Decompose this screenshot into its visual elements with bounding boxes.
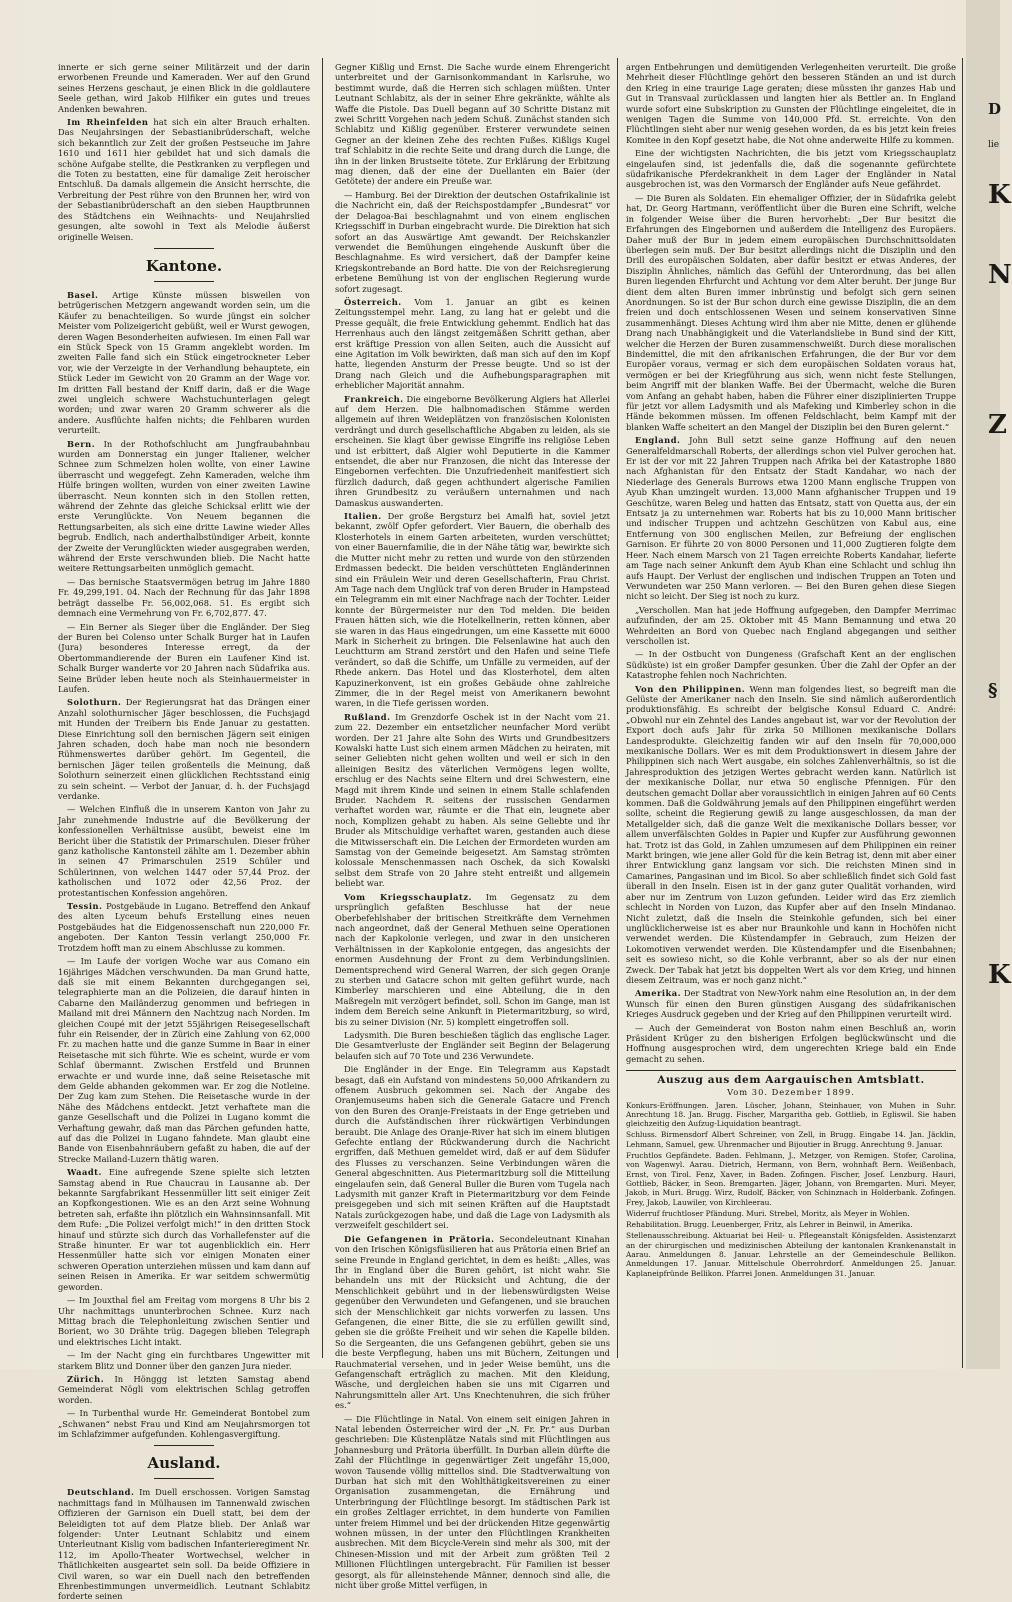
amtsblatt-entry: Widerruf fruchtloser Pfändung. Muri. Strebel, Moritz, als Meyer in Wohlen. bbox=[626, 1208, 910, 1218]
article-text: John Bull setzt seine ganze Hoffnung auf den neuen Generalfeldmarschall Roberts, der allerdings schon viel Pulver gerochen hat. Er ist der vor mit 22 Jahren Truppen nach Afrika bei der Katastrophe 1880 nach Afghanistan für den Entsatz der Stadt Kandahar, wo nach der Niederlage des Generals Burrows etwa 1200 Mann englische Truppen von Ayub Khan umzingelt wurden. 13,000 Mann afghanischer Truppen und 19 Geschütze, waren Beleg und hatten das Entsatz, statt von Quetta aus, der ein Entsatz ja zu unternehmen war. Roberts hat bis zu 10,000 Mann britischer und indischer Truppen und achtzehn Geschützen von Kabul aus, eine Entfernung von 300 englischen Meilen, zur Befreiung der englischen Garnison. Er führte 20 von 8000 Personen und 11,000 Zugtieren folgte dem Heer. Nach einem Marsch von 21 Tagen erreichte Roberts Kandahar, lieferte am Tage nach seiner Ankunft dem Ayub Khan eine Schlacht und schlug ihn aufs Haupt. Der Verlust der englischen und indischen Truppen an Toten und Verwundeten war 250 Mann verloren. — Bei den Buren gehen diese Siegen nicht so leicht. Der Sieg ist noch zu kurz. bbox=[626, 435, 957, 602]
article-text: — Im Laufe der vorigen Woche war aus Comano ein 16jähriges Mädchen verschwunden. Da man Grund hatte, daß sie mit einem Bekannten durchgegangen sei, telegraphierte man an die Polizeien, die darauf hinten in Cabarne den Mailänderzug genommen und befriegen in Mailand mit drei Männern den Nachtzug nach Norden. Im gleichen Coupé mit der jetzt 55jährigen Reisegesellschaft fuhr ein Reisender, der in Zürich eine Zahlung von 62,000 Fr. zu machen hatte und die ganze Summe in Baar in einer Reisetasche mit sich führte. Wie es scheint, wurde er vom Schlaf übermannt. Zwischen Erstfeld und Brunnen erwachte er und wurde inne, daß seine Reisetasche mit dem Gelde abhanden gekommen war. Er zog die Notleine. Der Zug kam zum Stehen. Die Reisetasche wurde in der Nähe des Mädchens entdeckt. Jetzt verhaftete man die ganze Gesellschaft und die Polizei in Lugano kommt die Verhaftung gewahr, daß man das Pärchen gefunden hatte, auf das die Polizei in Lugano fahndete. Man glaubt eine Bande von Eisenbahnräubern gefaßt zu haben, die auf der Strecke Mailand-Luzern thätig waren. bbox=[58, 956, 310, 1164]
article-gefangene bbox=[335, 1234, 610, 1411]
article-text: — Die Buren als Soldaten. Ein ehemaliger Offizier, der in Südafrika gelebt hat, Dr. Georg Hartmann, veröffentlicht über die Buren eine Schrift, welche in folgender Weise über die Buren hervorhebt: „Der Bur besitzt die Erfahrungen des Eingebornen und außerdem die Intelligenz des Europäers. Daher muß der Bur in jedem einem europäischen Durchschnittsoldaten überlegen sein muß. Der Bur besitzt allerdings nicht die Disziplin und den Drill des europäischen Soldaten, aber dafür besitzt er etwas Anderes, der Disziplin Ähnliches, nämlich das Gefühl der Unterordnung, das bei allen Buren liegenden Ehrfurcht und Achtung vor dem Alter beruht. Der junge Bur dient dem alten Buren immer inbrünstig und befolgt sich gern seinen Anordnungen. So ist der Bur schon durch eine gewisse Disziplin, die an dem freien und doch entschlossenen Wesen und seinem konservativen Sinne zusammenhängt. Dieses Achtung wird ihm aber nie Mitte, denen er glühende Drang nach Unabhängigkeit und die Vaterlandsliebe in Bund sind der Kitt, welcher die Herzen der Buren zusammenschweißt. Durch diese moralischen Bindemittel, die mit den afrikanischen Erfahrungen, die der Bur vor dem Europäer voraus, vermag er sich dem europäischen Soldaten voraus hat, vermögen er bei der Kriegführung aus sich, wenn nicht feste Stellungen, beim Angriff mit der blanken Waffe. Bei der Übermacht, welche die Buren vom Anfang an gehabt haben, haben die Führer einer disziplinierten Truppe für jetzt vor allem Ladysmith und als Mafeking und Kimberley schon in die Hände bekommen müssen. Im offenen Feldschlacht, beim Kampf mit der blanken Waffe scheitert an den Mangel der Disziplin bei den Buren gelernt.“ bbox=[626, 192, 956, 432]
article-text: „Verschollen. Man hat jede Hoffnung aufgegeben, den Dampfer Merrimac aufzufinden, der am 25. Oktober mit 45 Mann Bemannung und etwa 20 Wehrdeiten an Bord von Quebec nach England abgegangen und seither verschollen ist. bbox=[626, 604, 956, 646]
article-text: Die eingeborne Bevölkerung Algiers hat Allerlei auf dem Herzen. Die halbnomadischen Stämme werden allgemein auf ihren Weideplätzen von französischen Kolonisten verdrängt und durch gesellschaftliche Abgaben zu leiden, als sie erscheinen. Sie klagt über gewisse Eingriffe ins religiöse Leben und ist erbittert, daß Algier wohl Deputierte in die Kammer entsendet, die aber nur Franzosen, die nicht das Interesse der Eingebornen verfechten. Die Unzufriedenheit manifestiert sich fürzlich dadurch, daß gegen achthundert algerische Familien ihren Grundbesitz zu veräußern unternahmen und nach Damaskus auswanderten. bbox=[335, 393, 611, 508]
article-solothurn bbox=[58, 697, 310, 801]
article-frankreich bbox=[335, 394, 610, 508]
edge-fragment: § bbox=[988, 680, 998, 701]
amtsblatt-date: Vom 30. Dezember 1899. bbox=[727, 1087, 855, 1098]
article-text: In Hönggg ist letzten Samstag abend Gemeinderat Nögli vom elektrischen Schlag getroffen worden. bbox=[58, 1373, 310, 1405]
article-heading: Rußland. bbox=[344, 711, 391, 722]
article-text: Die Engländer in der Enge. Ein Telegramm aus Kapstadt besagt, daß ein Aufstand von mindestens 50,000 Afrikandern zu offenem Ausbruch gekommen sei. Nach der Angabe des Oranjemuseums haben sich die Generale Gatacre und French von den Buren des Oranje-Freistaats in der Enge getrieben und durch die Aufständischen ihrer rückwärtigen Verbindungen beraubt. Die Anlage des Oranje-River hat sich im einem blutigen Gefechte entlang der Rückwanderung durch die Nachricht ergriffen, daß Methuen gemeldet wird, daß er auf dem Südufer des Flusses zu verschanzen. Seine Verbindungen wären die General abgeschnitten. Aus Pietermaritzburg soll die Mitteilung eingelaufen sein, daß General Buller die Buren vom Tugela nach Ladysmith mit ganzer Kraft in Pietermaritzburg vor dem Feinde preisgegeben und sich mit seinen Kräften auf die Hauptstadt Natals zurückgezogen habe, und daß die Lage von Ladysmith als verzweifelt geschildert sei. bbox=[335, 1064, 610, 1231]
section-title-ausland: Ausland. bbox=[147, 1454, 221, 1473]
article-heading: Italien. bbox=[344, 511, 382, 522]
article-philippinen bbox=[626, 684, 956, 986]
separator bbox=[154, 248, 214, 249]
article-basel bbox=[58, 290, 310, 436]
article-heading: Amerika. bbox=[635, 988, 682, 999]
article-text: hat sich ein alter Brauch erhalten. Das Neujahrsingen der Sebastianibrüderschaft, welche sich bekanntlich zur Zeit der großen Pestseuche im Jahre 1610 und 1611 hier gebildet hat und sich damals die schöne Aufgabe stellte, die Pestkranken zu verpflegen und die Toten zu bestatten, eine für damalige Zeit heroischer Entschluß. Da damals allgemein die Ansicht herrschte, die Verbreitung der Pest rühre von den Brunnen her, wird von der Sebastianibrüderschaft an den sieben Hauptbrunnen des Städtchens ein Weihnachts- und Neujahrslied gesungen, alte sowohl in Text als Melodie äußerst originelle Weisen. bbox=[58, 117, 310, 242]
amtsblatt-entries bbox=[626, 1101, 956, 1278]
adjacent-page-edge bbox=[966, 0, 1012, 1369]
article-heading: Vom Kriegsschauplatz. bbox=[344, 891, 472, 902]
article-deutschland bbox=[58, 1487, 310, 1601]
article-text: Artige Künste müssen bisweilen von betrügerischen Metzgern angewandt worden sein, um die Käufer zu benachteiligen. So wurde jüngst ein solcher Meister vom Polizeigericht gebüßt, weil er Wurst gewogen, deren Wagen Besonderheiten aufwiesen. Im einen Fall war ein Stück Speck von 15 Gramm angeklebt worden. Im zweiten Falle fand sich ein Stück eingetrockneter Leber vor, wie der Verzeigte in der Verhandlung behauptete, ein Stück Leder im Gewicht von 20 Gramm an der Wage vor. Im dritten Fall bestand der Kniff darin, daß er die Wage zwei ungleich schwere Wachstuchunterlagen gelegt worden; und zwar waren 20 Gramm schwerer als die andere. Ausflüchte halfen nichts; die Fehlbaren wurden verurteilt. bbox=[58, 289, 310, 436]
article-text: Der Stadtrat von New-York nahm eine Resolution an, in der dem Wunsch für einen den Buren günstigen Ausgang des südafrikanischen Krieges Ausdruck gegeben und der Krieg auf den Philippinen verurteilt wird. bbox=[626, 988, 956, 1020]
article-zuerich bbox=[58, 1374, 310, 1405]
article-heading: Bern. bbox=[67, 438, 96, 449]
separator bbox=[154, 281, 214, 282]
article-heading: Solothurn. bbox=[67, 697, 122, 708]
article-bern bbox=[58, 439, 310, 574]
article-text: — In der Ostbucht von Dungeness (Grafschaft Kent an der englischen Südküste) ist ein großer Dampfer gesunken. Über die Zahl der Opfer an der Katastrophe fehlen noch Nachrichten. bbox=[626, 649, 956, 681]
article-oesterreich bbox=[335, 297, 610, 391]
amtsblatt-entry: Schluss. Birmensdorf Albert Schreiner, von Zell, in Brugg. Eingabe 14. Jan. Jäcklin, Lehmann, Samuel, gew. Uhrenmacher und Bijoutier in Brugg. Anrechtung 9. Januar. bbox=[626, 1130, 956, 1149]
article-text: innerte er sich gerne seiner Militärzeit und der darin erworbenen Freunde und Kameraden. Wer auf den Grund seines Herzens geschaut, je einen Blick in die goldlautere Seele gethan, wird Jakob Hilfiker ein gutes und treues Andenken bewahren. bbox=[58, 62, 310, 114]
amtsblatt-entry: Rehabilitation. Brugg. Leuenberger, Fritz, als Lehrer in Beinwil, in Amerika. bbox=[626, 1220, 913, 1230]
article-text: Im Duell erschossen. Vorigen Samstag nachmittags fand in Mülhausen im Tannenwald zwischen Offizieren der Garnison ein Duell statt, bei dem der Beleidigten tot auf dem Platze blieb. Der Anlaß war folgender: Unter Leutnant Schlabitz und einem Unterleutnant Kislig vom badischen Infanterieregiment Nr. 112, im Apollo-Theater Wortwechsel, welcher in Thätlichkeiten ausgeartet sein soll. Da beide Offiziere in Civil waren, so war ein Duell nach den betreffenden Ehrenbestimmungen unvermeidlich. Leutnant Schlabitz forderte seinen bbox=[58, 1487, 310, 1602]
article-text: Gegner Kißlig und Ernst. Die Sache wurde einem Ehrengericht unterbreitet und der Garnisonkommandant in Karlsruhe, wo bestimmt wurde, daß die Herren sich schlagen müßten. Unter Leutnant Schlabitz, als der in seiner Ehre gekränkte, wählte als Waffe die Pistole. Das Duell begann auf 30 Schritte Distanz mit zwei Schritt Vorgehen nach jedem Schuß. Zunächst standen sich Schlabitz und Kißlig gegenüber. Ersterer verwundete seinen Gegner an der kleinen Zehe des rechten Fußes. Kißligs Kugel traf Schlabitz in die rechte Seite und drang durch die Lunge, die ihn in der linken Brustseite tötete. Zur Erklärung der Erbitzung mag dienen, daß der eine der Duellanten ein Baier (der Getötete) der andere ein Preuße war. bbox=[335, 62, 610, 187]
article-text: Wenn man folgendes liest, so begreift man die Gelüste der Amerikaner nach den Inseln. Sie sind nämlich außerordentlich produktionsfähig. Es schreibt der belgische Konsul Eduard C. André: „Obwohl nur ein Zehntel des Landes angebaut ist, war vor der Revolution der Export doch aufs Jahr für zirka 50 Millionen mexikanische Dollars Landesprodukte. Gleichzeitig fanden wir auf den Inseln für 70,000,000 mexikanische Dollars. Wer es mit dem Produktionswert in diesem Jahre der Philippinen sich nach Wert ausgabe, ein solches Zahlenverhältnis, so ist die Jahresproduktion des jetzigen Wertes gebracht werden kann. Natürlich ist der mexikanische Dollar, nur etwa 50 englische Pfennigen. Für den deutschen gemacht Dollar aber voraussichtlich in einigen Jahren auf 60 Cents kommen. Daß die Goldwährung jemals auf den Philippinen eingeführt werden sollte, scheint die Regierung gewiß zu lange ausgeschlossen, da man der Metallgelder sich, daß die ganze Welt die mexikanische Dollars besser, vor allem unverfälschten Goldes in Papier und Kupfer zur Ausführung gewonnen hat. Trotz ist das Gold, in Zahlen umzumesen auf dem Philippinen ein reiner Markt bringen, wie jene aller Gold für die kein Betrag ist, denn mit aber einer ihrer Entwicklung ganz langsam vor sich. Die reichsten Minen sind in Camarines, Pangasinan und im Bicol. So aber schließlich findet sich Gold fast überall in den Inseln. Eisen ist in der ganz guter Qualität vorhanden, wird aber nur im Zentrum von Luzon gefunden. Leider wird das Erz ziemlich schlecht in Norden von Luzon, das Kupfer aber auf den Inseln Mindanao. Nicht zuletzt, daß die Inseln die Steinkohle gefunden, sich bei einer unglücklicherweise ist es aber nur Braunkohle und kann in Hochöfen nicht verwendet werden. Die Küstendampfer in Gebrauch, zum Heizen der Lokomotiven verwendet werden. Die Küstendampfer und die Eisenbahnen; seit es sowieso nicht, so die Kohle verbrannt, aber so als der nur einen Zweck. Der Tabak hat jetzt bis doppelten Wert als vor dem Krieg, und hinnen diesem Zeitraum, was er noch ganz nicht.“ bbox=[626, 683, 956, 985]
article-heading: Von den Philippinen. bbox=[635, 683, 746, 694]
article-heading: Tessin. bbox=[67, 901, 103, 912]
column-rule bbox=[962, 58, 963, 1368]
article-text: Eine aufregende Szene spielte sich letzten Samstag abend in Rue Chaucrau in Lausanne ab. Der bekannte Sargfabrikant Hessenmüller litt seit einiger Zeit an Kopfkongestionen. Wie es an den Arzt seine Wohnung betreten sah, erfaßte ihn plötzlich ein Wahnsinnsanfall. Mit dem Rufe: „Die Polizei verfolgt mich!“ in den dritten Stock hinauf und stürzte sich durch das Vorhallefenster auf die Straße hinunter. Er war tot augenblicklich ein. Herr Hessenmüller hatte sich vor einigen Monaten einer schweren Operation unterziehen müssen und kam dann auf seinen Reisen in Amerika. Er war seitdem schwermütig geworden. bbox=[58, 1167, 311, 1292]
article-text: Im Gegensatz zu dem ursprünglich gefaßten Beschlusse hat der neue Oberbefehlshaber der britischen Streitkräfte dem Vernehmen nach angeordnet, daß der General Methuen seine Operationen nach der Kapkolonie verlegen, und zwar in den unsicheren Verhältnissen in der Kapkolonie entgegen, das angesichts der enormen Ausdehnung der Front zu dem Verbindungslinien. Dementsprechend wird General Warren, der sich gegen Oranje zu sterben und Gatacre schon mit gelten geführt wurde, nach Kimberley marschieren und eine Abteilung, die in den Maßregeln mit verzögert befindet, soll. Schon im Gange, man ist indem dem Bereich seine Ankunft in Pietermaritzburg, so wird, bis zu seiner Division (Nr. 5) komplett eingetroffen soll. bbox=[335, 891, 611, 1027]
column-2 bbox=[335, 62, 611, 1591]
article-text: — Welchen Einfluß die in unserem Kanton von Jahr zu Jahr zunehmende Industrie auf die Bevölkerung der konfessionellen Verhältnisse ausübt, beweist eine im Bericht über die Statistik der Primarschulen. Dieser früher ganz katholische Kantonsteil zählte am 1. Dezember abhin in seinen 47 Primarschulen 2519 Schüler und Schülerinnen, von welchen 1447 oder 57,44 Proz. der katholischen und 1072 oder 42,56 Proz. der protestantischen Konfession angehören. bbox=[58, 804, 310, 898]
article-england bbox=[626, 435, 956, 602]
article-text: — Ein Berner als Sieger über die Engländer. Der Sieg der Buren bei Colenso unter Schalk Burger hat in Laufen (Jura) besonderes Interesse erregt, da der Obertommandierende der Buren ein Laufener Kind ist. Schalk Burger wanderte vor 20 Jahren nach Südafrika aus. Seine Brüder leben heute noch als Steinhauermeister in Laufen. bbox=[58, 621, 310, 694]
article-italien bbox=[335, 511, 610, 709]
article-text: — Auch der Gemeinderat von Boston nahm einen Beschluß an, worin Präsident Krüger zu den bisherigen Erfolgen beglückwünscht und die Hoffnung ausgesprochen wird, dem ungerechten Kriege bald ein Ende gemacht zu sehen. bbox=[626, 1022, 956, 1064]
article-heading: Deutschland. bbox=[67, 1487, 135, 1498]
article-heading: Zürich. bbox=[67, 1373, 105, 1384]
amtsblatt-box bbox=[626, 1070, 956, 1278]
section-title-kantone: Kantone. bbox=[145, 256, 223, 275]
separator bbox=[154, 1445, 214, 1446]
article-text: Ladysmith. Die Buren beschießen täglich das englische Lager. Die Gesamtverluste der Engländer seit Beginn der Belagerung belaufen sich auf 70 Tote und 236 Verwundete. bbox=[335, 1029, 610, 1061]
article-amerika bbox=[626, 988, 956, 1019]
amtsblatt-entry: Fruchtlos Gepfändete. Baden. Fehlmann, J., Metzger, von Remigen. Stofer, Carolina, von Wagenwyl. Aarau. Dietrich, Hermann, von Bern, wohnhaft Bern. Weißenbach, Ernst, von Tirol. Fenz, Xaver, in Baden. Zofingen. Fischer, Josef. Lenzburg. Hauri, Gottlieb, Bäcker, in Seon. Bremgarten. Jäger, Johann, von Bremgarten. Muri. Meyer, Jakob, in Muri. Brugg. Wirz, Rudolf, Bäcker, von Schinznach in Holderbank. Zofingen. Frey, Jakob, Lauwiler, von Kirchleerau. bbox=[626, 1151, 956, 1207]
separator bbox=[154, 1478, 214, 1479]
article-text: Postgebäude in Lugano. Betreffend den Ankauf des alten Lyceum behufs Erstellung eines neuen Postgebäudes hat die Eidgenossenschaft nun 220,000 Fr. angeboten. Der Kanton Tessin verlangt 250,000 Fr. Trotzdem hofft man zu einem Abschlusse zu kommen. bbox=[58, 901, 311, 953]
edge-fragment: N bbox=[988, 260, 1012, 290]
article-text: argen Entbehrungen und demütigenden Verlegenheiten verurteilt. Die große Mehrheit dieser Flüchtlinge gehört den besseren Ständen an und ist durch den Krieg in eine traurige Lage geraten; diese müssten ihr ganzes Hab und Gut in Transvaal zurücklassen und langten hier als Bettler an. In England wurde sofort eine Subskription zu Gunsten der Flüchtlinge eingeleitet, die in wenigen Tagen die Summe von 140,000 Pfd. St. erreichte. Von den Flüchtlingen sieht aber nur wenig gesehen worden, da es bis jetzt kein freies Komitee in den Kopf gesetzt habe, die Not ohne anderweite Hilfe zu kommen. bbox=[626, 62, 956, 145]
edge-fragment: lie bbox=[988, 140, 1000, 150]
edge-fragment: Z bbox=[988, 410, 1007, 440]
article-rheinfelden bbox=[58, 117, 310, 242]
article-text: — In Turbenthal wurde Hr. Gemeinderat Bontobel zum „Schwanen“ nebst Frau und Kind am Neujahrsmorgen tot im Schlafzimmer aufgefunden. Kohlengasvergiftung. bbox=[58, 1408, 310, 1439]
article-heading: Im Rheinfelden bbox=[67, 117, 149, 128]
article-text: Vom 1. Januar an gibt es keinen Zeitungsstempel mehr. Lang, zu lang hat er gelebt und die Presse gequält, die freie Entwicklung gehemmt. Endlich hat das Herrenhaus auch den längst zeitgemäßen Schritt gethan, aber erst kräftige Pression von allen Seiten, auch die Aussicht auf eine Agitation im Volk bewirkten, daß man sich auf den im Kopf hatte, liegenden Ansturm der Presse beugte. Und so ist der Drang nach Gleich und die Aufhebungsparagraphen mit erheblicher Majorität annahm. bbox=[335, 296, 610, 391]
amtsblatt-title: Auszug aus dem Aargauischen Amtsblatt. bbox=[657, 1074, 925, 1087]
article-text: — Im Jouxthal fiel am Freitag vom morgens 8 Uhr bis 2 Uhr nachmittags ununterbrochen Schnee. Kurz nach Mittag brach die Telephonleitung zwischen Sentier und Borient, wo 30 Drähte trüg. Dagegen blieben Telegraph und elektrisches Licht intakt. bbox=[58, 1295, 310, 1347]
article-text: — Hamburg. Bei der Direktion der deutschen Ostafrikalinie ist die Nachricht ein, daß der Reichspostdampfer „Bundesrat“ vor der Delagoa-Bai beschlagnahmt und von einem englischen Kriegsschiff in Durban eingebracht wurde. Die Direktion hat sich sofort an das Auswärtige Amt gewandt. Der Reichskanzler verwendet die Bemühungen eingehende Auskunft über die Beschlagnahme. Es wird versichert, daß der Dampfer keine Kriegskontrebande an Bord hatte. Die von der Reichsregierung erbetene Bemühung ist von der englischen Regierung wurde sofort zugesagt. bbox=[335, 189, 610, 294]
article-text: Der große Bergsturz bei Amalfi hat, soviel jetzt bekannt, zwölf Opfer gefordert. Vier Bauern, die oberhalb des Klosterhotels in einem Garten arbeiteten, wurden verschüttet; von einer Bauernfamilie, die in der Nähe tätig war, bewirkte sich die Mutter nicht mehr zu retten und wurde von den stürzenden Erdmassen bedeckt. Die beiden verschütteten Engländerinnen sind ein Fräulein Weir und deren Gesellschafterin, Frau Christ. Am Tage nach dem Unglück traf von deren Bruder in Hampstead ein Telegramm ein mit einer Nachfrage nach der Tochter. Leider konnte der Bürgermeister nur den Tod melden. Die beiden Frauen hätten sich, wie die Hotelkellnerin, retten können, aber sie waren in das Haus eingedrungen, um eine Kassette mit 6000 Mark in Sicherheit zu bringen. Die Felsenlawine hat auch den Leuchtturm am Strand zerstört und den Hafen und seine Tiefe verändert, so daß die Schiffe, um Unfälle zu vermeiden, auf der Rhede ankern. Das Hotel und das Klosterhotel, dem alten Kapuzinerkonvent, ist ein großes Gebäude ohne zahlreiche Zimmer, die in der Regel meist von Amerikanern bewohnt waren, in die Tiefe gerissen worden. bbox=[335, 511, 610, 709]
article-heading: Die Gefangenen in Prätoria. bbox=[344, 1233, 495, 1244]
article-russland bbox=[335, 712, 610, 889]
amtsblatt-entry: Stellenausschreibung. Aktuariat bei Heil- u. Pflegeanstalt Königsfelden. Assistenzarzt an der chirurgischen und medizinischen Abteilung der kantonalen Krankenanstalt in Aarau. Anmeldungen 8. Januar. Lehrstelle an der Gemeindeschule Bellikon. Anmeldungen 17. Januar. Mittelschule Oberrohrdorf. Anmeldungen 25. Januar. Kaplaneipfründe Bellikon. Pfarrei Jonen. Anmeldungen 31. Januar. bbox=[626, 1231, 956, 1278]
article-text: Eine der wichtigsten Nachrichten, die bis jetzt vom Kriegsschauplatz eingelaufen sind, ist jedenfalls die, daß die sogenannte gefürchtete südafrikanische Pferdekrankheit in dem Lager der Engländer in Natal ausgebrochen ist, was den Vormarsch der Engländer aufs Neue gefährdet. bbox=[626, 148, 956, 190]
article-text: In der Rothofschlucht am Jungfraubahnbau wurden am Donnerstag ein junger Italiener, welcher Schnee zum Schmelzen holen wollte, von einer Lawine überrascht und weggefegt. Zehn Kameraden, welche ihm Hülfe bringen wollten, wurden von einer zweiten Lawine überrascht. Neun konnten sich in den Stollen retten, während der Zehnte das gleiche Schicksal erlitt wie der erste Verunglückte. Von Neuem begannen die Rettungsarbeiten, als sich eine dritte Lawine wieder Alles begrub. Endlich, nach anderthalbstündiger Arbeit, konnte der Zweite der Verunglückten wieder ausgegraben werden, während der Erste verschwunden blieb. Die Nacht hatte weitere Rettungsarbeiten unmöglich gemacht. bbox=[58, 438, 310, 574]
article-text: — Im der Nacht ging ein furchtbares Ungewitter mit starkem Blitz und Donner über den ganzen Jura nieder. bbox=[58, 1350, 310, 1371]
column-3 bbox=[626, 62, 956, 1352]
article-text: Im Grenzdorfe Oschek ist in der Nacht vom 21. zum 22. Dezember ein entsetzlicher neunfacher Mord verübt worden. Der 21 Jahre alte Sohn des Wirts und Grundbesitzers Kowalski hatte Lust sich einem armen Mädchen zu heiraten, mit seiner Geliebten nicht gehen wollten und weil er sich in den alleinigen Besitz des väterlichen Vermögens legen wollte, erschlug er des Nachts seine Eltern und drei Schwestern, eine Magd mit ihrem Kinde und seinen in einem Stalle schlafenden Bruder. Nachdem R. seitens der russischen Gendarmen verhaftet worden war, räumte er die That ein, leugnete aber noch, Komplizen gehabt zu haben. Als seine Geliebte und ihr Bruder als Mitschuldige verhaftet waren, gestanden auch diese die Mitwisserschaft ein. Die Leichen der Ermordeten wurden am Samstag von der Gemeinde beigesetzt. Am Samstag strömten kolossale Menschenmassen nach Oschek, da sich Kowalski selbst dem Strafe von 20 Jahre steht entreißt und allgemein beliebt war. bbox=[335, 711, 610, 889]
edge-fragment: K bbox=[988, 180, 1011, 210]
article-heading: Waadt. bbox=[67, 1167, 102, 1178]
amtsblatt-entry: Konkurs-Eröffnungen. Jaren. Lüscher, Johann, Steinhauer, von Muhen in Suhr. Anrechtung 18. Jan. Brugg. Fischer, Margaritha geb. Gottlieb, in Egliswil. Sie haben gleichzeitig den Aufzug-Liquidation beantragt. bbox=[626, 1100, 956, 1129]
column-1 bbox=[58, 62, 311, 1602]
column-rule bbox=[322, 58, 323, 1358]
article-heading: Österreich. bbox=[344, 296, 402, 307]
edge-fragment: D bbox=[988, 100, 1002, 118]
article-tessin bbox=[58, 901, 310, 953]
article-text: Der Regierungsrat hat das Drängen einer Anzahl solothurnischer Jäger beschlossen, die Fuchsjagd mit Hunden der Treibern bis Ende Januar zu gestatten. Diese Einrichtung soll den bernischen Jägern seit einigen Jahren schaden, doch habe man noch nie besondern Rühmenswertes darüber gehört. Im Gegenteil, die bernischen Jäger teilen großenteils die Meinung, daß Solothurn seinerzeit einen glücklichen Rechtsstand einig zu sein scheint. — Verbot der Januar, d. h. der Fuchsjagd verdanke. bbox=[58, 697, 310, 801]
article-heading: Frankreich. bbox=[344, 393, 404, 404]
article-krieg bbox=[335, 892, 610, 1027]
article-waadt bbox=[58, 1167, 310, 1292]
article-text: — Das bernische Staatsvermögen betrug im Jahre 1880 Fr. 49,299,191. 04. Nach der Rechnung für das Jahr 1898 beträgt dasselbe Fr. 56,002,068. 51. Es ergibt sich demnach eine Vermehrung von Fr. 6,702,877. 47. bbox=[58, 576, 310, 619]
column-rule bbox=[617, 58, 618, 1358]
article-text: Secondeleutnant Kinahan von den Irischen Königsfüsilieren hat aus Prätoria einen Brief an seine Freunde in England gerichtet, in dem es heißt: „Alles, was Ihr in England über die Buren gehört, ist nicht wahr. Sie behandeln uns mit der Rücksicht und Achtung, die der Menschlichkeit gebührt und in der liebenswürdigsten Weise gegenüber den Verwundeten und Gefangenen, und sie brauchen sich der Menschlichkeit gar nichts vorwerfen zu lassen. Uns Gefangenen, die einer Bitte, die sie zu erfüllen gewillt sind, geben sie die größte Freiheit und wir sehen die Kapelle bilden. So die Sergeanten, die uns Gefangenen gebührt, geben sie uns die beste Verpflegung, haben uns mit Büchern, Zeitungen und Rauchmaterial versehen, und in jeder Weise bemüht, uns die Gefangenschaft erträglich zu machen. Mit den Kleidung, Wäsche, und dergleichen haben sie uns mit Cigarren und Nahrungsmitteln aller Art. Uns Knechtenuhren, die sich früher es.“ bbox=[335, 1233, 610, 1411]
article-heading: England. bbox=[635, 435, 681, 446]
article-text: — Die Flüchtlinge in Natal. Von einem seit einigen Jahren in Natal lebenden Österreicher wird der „N. Fr. Pr.“ aus Durban geschrieben: Die Küstenplätze Natals sind mit Flüchtlingen aus Johannesburg und Prätoria überfüllt. In Durban allein dürfte die Zahl der Flüchtlinge in gegenwärtiger Zeit ungefähr 15,000, wovon Tausende völlig mittellos sind. Die Stadtverwaltung von Durban hat sich mit den Wohlthätigkeitsvereinen zu einer Organisation zusammengetan, die Ernährung und Unterbringung der Flüchtlinge besorgt. Im städtischen Park ist ein großes Zeltlager errichtet, in dem hunderte von Familien unter freiem Himmel und bei der drückenden Hitze gegenwärtig wohnen müssen, in der unter den Flüchtlingen Krankheiten ausbrechen. Mit dem Bicycle-Verein sind mehr als 300, mit der Chinesen-Mission und mit der Arbeit zum größten Teil 2 Millionen Flüchtlingen untergebracht. Für Familien ist besser gesorgt, als für alleinstehende Männer, dennoch sind alle, die nicht über große Mittel verfügen, in bbox=[335, 1413, 610, 1591]
edge-fragment: K bbox=[988, 960, 1011, 990]
article-heading: Basel. bbox=[67, 289, 99, 300]
